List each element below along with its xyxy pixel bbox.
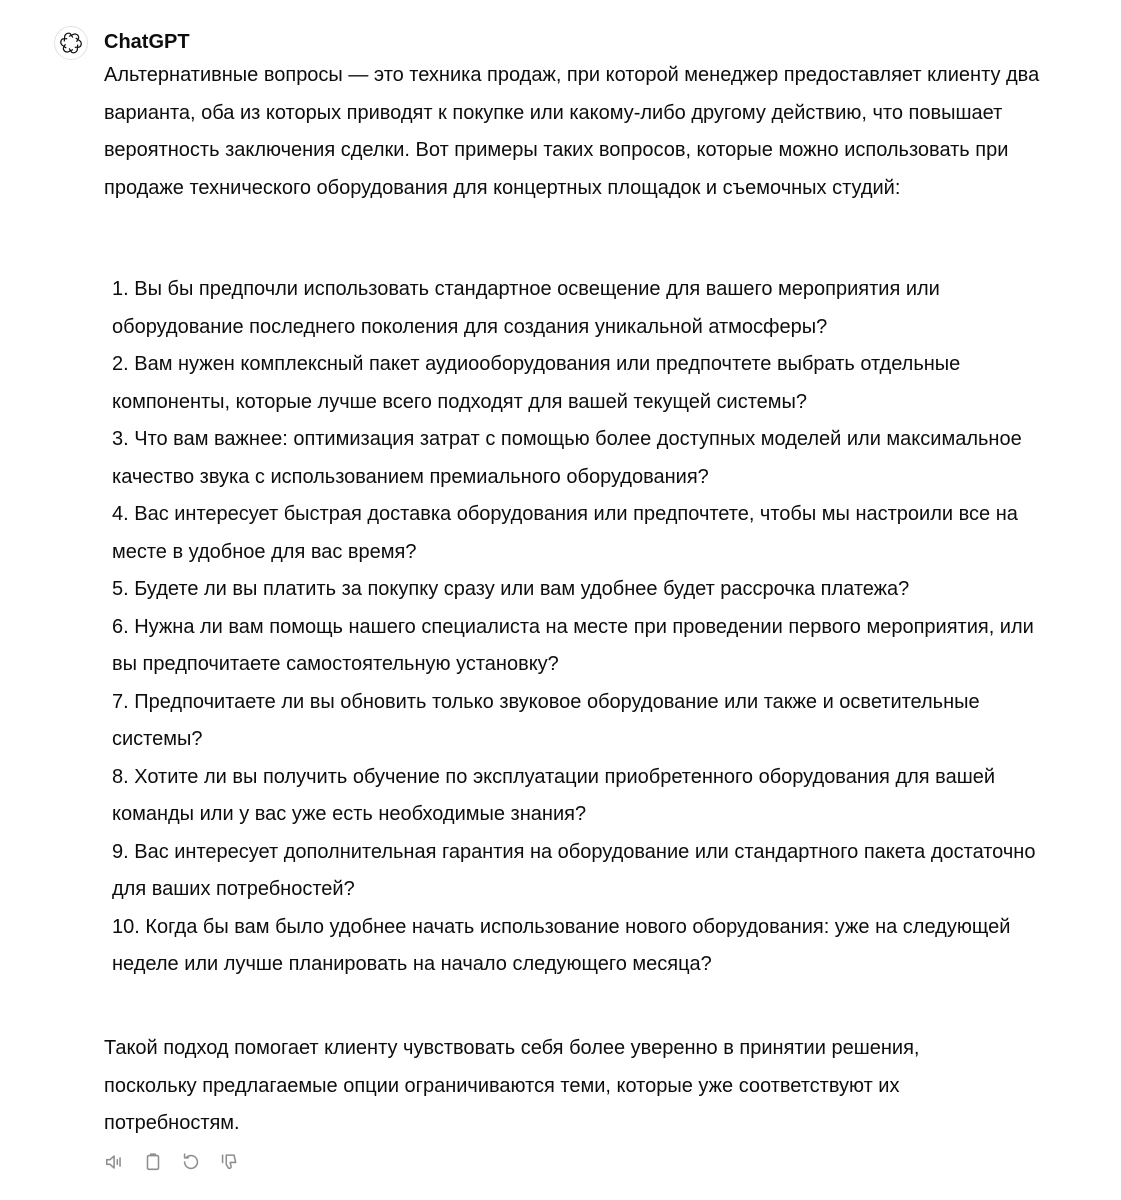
list-item: 2. Вам нужен комплексный пакет аудиооборудования или предпочтете выбрать отдельные компоненты, которые лучше всего подходят для вашей текущей системы? <box>112 353 961 413</box>
outro-paragraph: Такой подход помогает клиенту чувствовать себя более уверенно в принятии решения, поскольку предлагаемые опции ограничиваются теми, которые уже соответствуют их потребностям. <box>104 1037 920 1134</box>
list-item: 9. Вас интересует дополнительная гарантия на оборудование или стандартного пакета достаточно для ваших потребностей? <box>112 840 1036 900</box>
intro-paragraph: Альтернативные вопросы — это техника продаж, при которой менеджер предоставляет клиенту два варианта, оба из которых приводят к покупке или какому-либо другому действию, что повышает вероятность заключения сделки. Вот примеры таких вопросов, которые можно использовать при продаже технического оборудования для концертных площадок и съемочных студий: <box>104 64 1040 199</box>
thumbs-down-icon <box>218 1151 240 1173</box>
thumbs-down-button[interactable] <box>217 1150 241 1174</box>
list-item: 10. Когда бы вам было удобнее начать использование нового оборудования: уже на следующей неделе или лучше планировать на начало следующего месяца? <box>112 915 1011 975</box>
list-item: 4. Вас интересует быстрая доставка оборудования или предпочтете, чтобы мы настроили все на месте в удобное для вас время? <box>112 503 1018 563</box>
message-author: ChatGPT <box>104 31 190 53</box>
regenerate-button[interactable] <box>179 1150 203 1174</box>
read-aloud-icon <box>104 1151 126 1173</box>
copy-icon <box>142 1151 164 1173</box>
message-content <box>104 57 1044 1134</box>
list-item: 1. Вы бы предпочли использовать стандартное освещение для вашего мероприятия или оборудование последнего поколения для создания уникальной атмосферы? <box>112 278 940 338</box>
list-item: 7. Предпочитаете ли вы обновить только звуковое оборудование или также и осветительные системы? <box>112 690 980 750</box>
read-aloud-button[interactable] <box>103 1150 127 1174</box>
message-actions <box>103 1150 241 1174</box>
list-item: 6. Нужна ли вам помощь нашего специалиста на месте при проведении первого мероприятия, или вы предпочитаете самостоятельную установку? <box>112 615 1034 675</box>
list-item: 8. Хотите ли вы получить обучение по эксплуатации приобретенного оборудования для вашей команды или у вас уже есть необходимые знания? <box>112 765 996 825</box>
openai-logo-icon <box>60 32 82 54</box>
assistant-avatar <box>54 26 88 60</box>
copy-button[interactable] <box>141 1150 165 1174</box>
question-list <box>112 271 1042 984</box>
regenerate-icon <box>180 1151 202 1173</box>
list-item: 3. Что вам важнее: оптимизация затрат с помощью более доступных моделей или максимальное качество звука с использованием премиального оборудования? <box>112 428 1022 488</box>
list-item: 5. Будете ли вы платить за покупку сразу или вам удобнее будет рассрочка платежа? <box>112 578 910 600</box>
